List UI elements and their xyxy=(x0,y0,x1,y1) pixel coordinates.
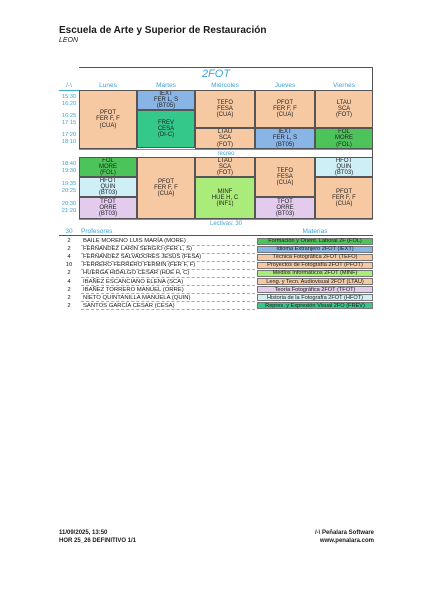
class-block-line: (FOL) xyxy=(336,141,352,148)
legend-subject: Historia de la Fotografía 2FOT (HFOT) xyxy=(257,294,373,301)
legend-hours: 2 xyxy=(67,246,71,253)
time-slot-2: 16:25 17:15 xyxy=(61,112,77,126)
legend-subject: Medios Informáticos 2FOT (MINF) xyxy=(257,270,373,277)
class-block-mie-ltau2 xyxy=(195,157,255,177)
class-block-mie-tefo xyxy=(195,90,255,128)
day-header-viernes: Viernes xyxy=(315,81,373,91)
class-block-line: (DI-C) xyxy=(157,132,175,139)
total-hours-label: Lectivas: 30 xyxy=(79,219,373,228)
class-block-line: (CUA) xyxy=(99,122,117,129)
time-slot-3: 17:20 18:10 xyxy=(61,131,77,145)
class-block-vie-fol xyxy=(315,128,373,149)
legend-hours: 2 xyxy=(67,294,71,301)
class-block-line: (FOL) xyxy=(100,170,116,177)
legend-teacher: SANTOS GARCÍA CESAR (CESA) xyxy=(83,302,175,309)
legend-hours: 2 xyxy=(67,270,71,277)
class-block-line: CESA xyxy=(157,125,175,132)
class-block-line: FOL xyxy=(338,129,350,136)
class-block-line: HFOT xyxy=(335,157,353,164)
class-block-line: MINF xyxy=(217,188,233,195)
legend-subject: Idioma Extranjero 2FOT (IEXT) xyxy=(257,246,373,253)
class-block-line: FREV xyxy=(157,119,174,126)
class-block-mar-pfot xyxy=(137,157,195,219)
group-title: 2FOT xyxy=(201,68,231,80)
class-block-line: ORRE xyxy=(276,204,294,211)
legend-divider xyxy=(59,235,373,236)
class-block-line: PFOT xyxy=(100,110,116,117)
class-block-line: (CUA) xyxy=(157,191,175,198)
time-slot-6: 20:30 21:20 xyxy=(61,201,77,214)
class-block-line: FER L, S xyxy=(272,135,298,142)
time-slot-4: 18:40 19:30 xyxy=(61,160,77,174)
class-block-line: FOL xyxy=(102,157,114,164)
teachers-header: Profesores xyxy=(81,227,113,235)
class-block-line: TFOT xyxy=(277,198,293,205)
class-block-mar-iext xyxy=(137,90,195,110)
legend-teacher: FERNANDEZ LARIN SERGIO (FER L, S) xyxy=(83,246,192,253)
day-header-lunes: Lunes xyxy=(79,81,137,91)
legend-hours: 4 xyxy=(67,254,71,261)
class-block-vie-pfot xyxy=(315,177,373,219)
class-block-lun-tfot xyxy=(79,197,137,219)
legend-subject: Formación y Orient. Laboral 2F (FOL) xyxy=(257,238,373,245)
legend-subject: Repres. y Expresión Visual 2FO (FREV) xyxy=(257,302,373,309)
class-block-jue-iext xyxy=(255,128,315,149)
class-block-line: (BT03) xyxy=(98,211,118,218)
class-block-line: (CUA) xyxy=(276,112,294,119)
class-block-line: TEFO xyxy=(217,99,233,106)
class-block-lun-pfot xyxy=(79,90,137,149)
class-block-line: PFOT xyxy=(336,188,352,195)
city-name: LEON xyxy=(59,37,79,44)
class-block-line: SCA xyxy=(218,135,232,142)
class-block-line: (BT03) xyxy=(98,190,118,197)
legend-hours: 2 xyxy=(67,302,71,309)
class-block-line: FER F, F xyxy=(96,116,120,123)
footer-date: 11/09/2025, 13:50 xyxy=(59,530,108,536)
footer-right xyxy=(315,530,374,545)
legend-teacher: BAILE MORENO LUIS MARÍA (MORE) xyxy=(83,238,186,244)
class-block-line: (FOT) xyxy=(217,141,233,148)
class-block-vie-hfot xyxy=(315,157,373,177)
legend-hours: 2 xyxy=(67,238,71,244)
class-block-mie-ltau xyxy=(195,128,255,149)
class-block-line: ORRE xyxy=(99,204,117,211)
class-block-lun-hfot xyxy=(79,177,137,197)
day-header-miercoles: Miércoles xyxy=(195,81,255,91)
legend-subject: Técnica Fotográfica 2FOT (TEFO) xyxy=(257,254,373,261)
frame-top xyxy=(79,67,373,68)
class-block-line: (CUA) xyxy=(335,201,353,208)
class-block-line: SCA xyxy=(218,163,232,170)
class-block-line: QUIN xyxy=(100,183,116,190)
class-block-line: FER F, F xyxy=(332,194,356,201)
class-block-line: LTAU xyxy=(217,129,233,136)
class-block-line: (CUA) xyxy=(216,112,234,119)
legend-teacher: IBAÑEZ ESCANCIANO ELENA (SCA) xyxy=(83,278,184,285)
class-block-line: (BT05) xyxy=(156,103,176,110)
legend-hours: 4 xyxy=(67,278,71,285)
schedule-grid xyxy=(59,67,373,227)
class-block-mie-minf xyxy=(195,177,255,219)
class-block-line: (FOT) xyxy=(217,170,233,177)
legend-teacher: IBAÑEZ TORRERO MANUEL (ORRE) xyxy=(83,286,184,293)
class-block-jue-tfot xyxy=(255,197,315,219)
break-label: recreo xyxy=(79,149,373,159)
class-block-line: HUE H, C xyxy=(211,194,239,201)
footer-left xyxy=(59,530,136,545)
legend-total: 30 xyxy=(65,227,73,235)
class-block-line: SCA xyxy=(337,105,351,112)
class-block-line: MORE xyxy=(99,163,117,170)
school-name: Escuela de Arte y Superior de Restauración xyxy=(59,25,267,36)
legend-subject: Leng. y Tecn. Audiovisual 2FOT (LTAU) xyxy=(257,278,373,285)
time-slot-5: 19:35 20:25 xyxy=(61,180,77,194)
class-block-line: (INF1) xyxy=(216,201,234,208)
class-block-line: IEXT xyxy=(278,129,292,136)
legend-teacher: NIETO QUINTANILLA MANUELA (QUIN) xyxy=(83,294,191,301)
class-block-line: (FOT) xyxy=(336,112,352,119)
class-block-jue-pfot xyxy=(255,90,315,128)
legend-teacher: HUERGA HIDALGO CESAR (HUE H, C) xyxy=(83,270,190,277)
class-block-line: HFOT xyxy=(99,177,117,184)
day-header-martes: Martes xyxy=(137,81,195,91)
class-block-line: PFOT xyxy=(158,178,174,185)
class-block-line: FESA xyxy=(277,173,293,180)
time-slot-1: 15:30 16:20 xyxy=(61,93,77,107)
legend-hours: 10 xyxy=(65,262,73,269)
class-block-line: LTAU xyxy=(217,157,233,164)
class-block-line: TFOT xyxy=(100,198,116,205)
legend-hours: 2 xyxy=(67,286,71,293)
class-block-line: MORE xyxy=(335,135,353,142)
legend-subject: Proyectos de Fotografía 2FOT (PFOT) xyxy=(257,262,373,269)
legend-teacher: FERNANDEZ SALVADORES JESÚS (FESA) xyxy=(83,254,202,261)
class-block-jue-tefo xyxy=(255,157,315,197)
class-block-line: FESA xyxy=(217,105,233,112)
class-block-line: QUIN xyxy=(336,163,352,170)
class-block-vie-ltau xyxy=(315,90,373,128)
legend-teacher: FERRERO FERRERO FERMIN (FER F, F) xyxy=(83,262,196,269)
class-block-line: LTAU xyxy=(336,99,352,106)
class-block-lun-fol xyxy=(79,157,137,177)
class-block-line: TEFO xyxy=(277,167,293,174)
class-block-line: PFOT xyxy=(277,99,293,106)
class-block-line: (BT03) xyxy=(334,170,354,177)
schedule-corner: /-\ xyxy=(59,81,79,91)
subjects-header: Materias xyxy=(302,227,328,235)
class-block-line: (CUA) xyxy=(276,180,294,187)
class-block-mar-frev xyxy=(137,110,195,148)
legend-row-divider xyxy=(81,309,255,310)
day-header-jueves: Jueves xyxy=(255,81,315,91)
footer-url: www.penalara.com xyxy=(319,537,374,544)
footer-document: HOR 25_26 DEFINITIVO 1/1 xyxy=(59,537,137,544)
class-block-line: FER L, S xyxy=(153,96,179,103)
class-block-line: IEXT xyxy=(159,90,173,97)
footer-brand: /-\ Peñalara Software xyxy=(314,530,374,536)
class-block-line: (BT05) xyxy=(275,141,295,148)
legend-subject: Teoría Fotográfica 2FOT (TFOT) xyxy=(257,286,373,293)
class-block-line: (BT03) xyxy=(275,211,295,218)
class-block-line: FER F, F xyxy=(154,184,178,191)
class-block-line: FER F, F xyxy=(273,105,297,112)
